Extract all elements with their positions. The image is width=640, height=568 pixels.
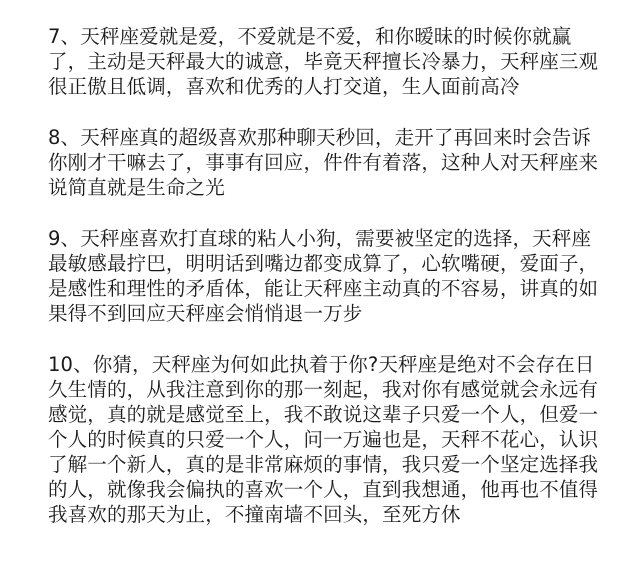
text-line: 8、天秤座真的超级喜欢那种聊天秒回，走开了再回来时会告诉 bbox=[48, 126, 592, 149]
text-line: 10、你猜，天秤座为何如此执着于你?天秤座是绝对不会存在日 bbox=[48, 353, 595, 376]
text-line: 果得不到回应天秤座会悄悄退一万步 bbox=[48, 302, 363, 325]
text-line: 最敏感最拧巴，明明话到嘴边都变成算了，心软嘴硬，爱面子， bbox=[48, 252, 599, 275]
text-line: 9、天秤座喜欢打直球的粘人小狗，需要被坚定的选择，天秤座 bbox=[48, 227, 592, 250]
text-line: 了解一个新人，真的是非常麻烦的事情，我只爱一个坚定选择我 bbox=[48, 453, 599, 476]
text-line: 个人的时候真的只爱一个人，问一万遍也是，天秤不花心，认识 bbox=[48, 428, 599, 451]
text-line: 很正傲且低调，喜欢和优秀的人打交道，生人面前高冷 bbox=[48, 75, 520, 98]
paragraph-7 bbox=[48, 24, 600, 99]
text-line: 说简直就是生命之光 bbox=[48, 176, 225, 199]
text-line: 的人，就像我会偏执的喜欢一个人，直到我想通，他再也不值得 bbox=[48, 478, 599, 501]
paragraph-8 bbox=[48, 125, 600, 200]
text-line: 你刚才干嘛去了，事事有回应，件件有着落，这种人对天秤座来 bbox=[48, 151, 599, 174]
text-line: 7、天秤座爱就是爱，不爱就是不爱，和你暧昧的时候你就赢 bbox=[48, 25, 572, 48]
paragraph-10 bbox=[48, 352, 600, 527]
text-line: 了，主动是天秤最大的诚意，毕竟天秤擅长冷暴力，天秤座三观 bbox=[48, 50, 599, 73]
text-line: 是感性和理性的矛盾体，能让天秤座主动真的不容易，讲真的如 bbox=[48, 277, 599, 300]
text-line: 久生情的，从我注意到你的那一刻起，我对你有感觉就会永远有 bbox=[48, 378, 599, 401]
paragraph-9 bbox=[48, 226, 600, 326]
text-line: 我喜欢的那天为止，不撞南墙不回头，至死方休 bbox=[48, 503, 461, 526]
text-line: 感觉，真的就是感觉至上，我不敢说这辈子只爱一个人，但爱一 bbox=[48, 403, 599, 426]
